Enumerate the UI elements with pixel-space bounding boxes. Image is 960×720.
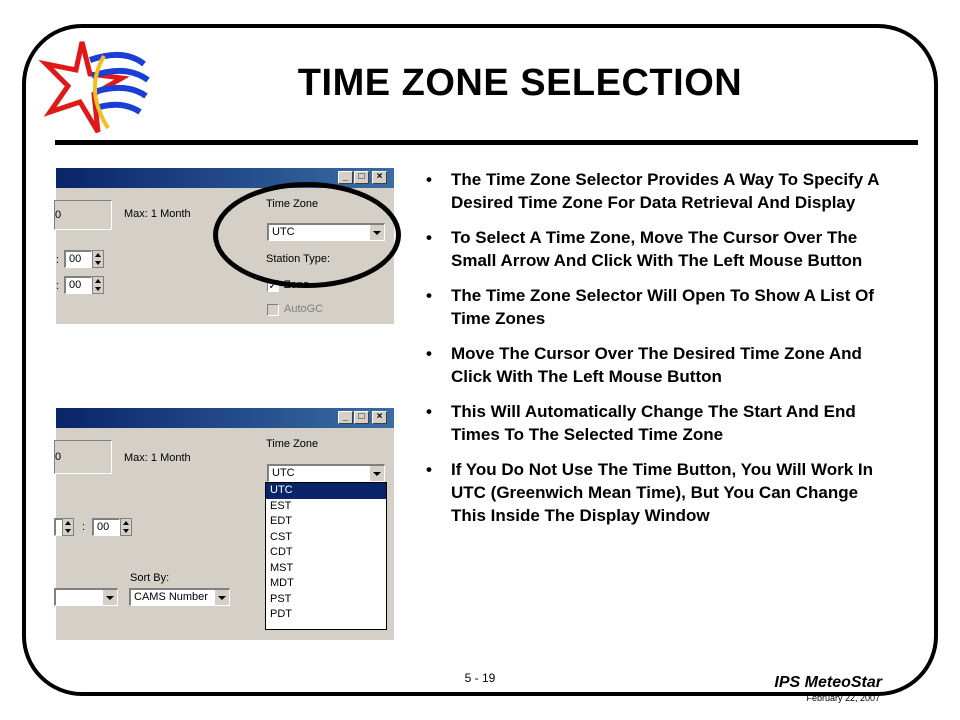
time-zone-option[interactable]: EDT (270, 515, 292, 527)
sort-by-label: Sort By: (130, 572, 170, 584)
dropdown-arrow-icon[interactable] (369, 466, 384, 481)
window-titlebar (56, 408, 394, 428)
close-button[interactable]: × (372, 171, 387, 184)
window-titlebar (56, 168, 394, 188)
bullet-list (424, 168, 894, 539)
time-zone-option[interactable]: UTC (266, 483, 386, 499)
bullet-item: • To Select A Time Zone, Move The Cursor Over The Small Arrow And Click With The Left Mouse Button (424, 226, 894, 272)
time-zone-option[interactable]: PDT (270, 608, 292, 620)
title-divider (55, 140, 918, 145)
slide-date: February 22, 2007 (806, 693, 880, 703)
spin-arrows-icon[interactable] (120, 518, 132, 536)
time-zone-option[interactable]: CST (270, 530, 292, 543)
time-zone-dropdown[interactable]: UTC (267, 223, 385, 241)
time-zone-label: Time Zone (266, 438, 319, 450)
time-zone-dropdown[interactable]: UTC (267, 464, 385, 482)
zeno-label: Zeno (284, 279, 310, 291)
spin-arrows-icon[interactable] (92, 276, 104, 294)
autogc-label: AutoGC (284, 303, 324, 315)
time-zone-option[interactable]: MST (270, 561, 294, 574)
bullet-item: • The Time Zone Selector Provides A Way To Specify A Desired Time Zone For Data Retrieval And Display (424, 168, 894, 214)
bullet-item: • This Will Automatically Change The Start And End Times To The Selected Time Zone (424, 400, 894, 446)
minute-spin-input[interactable]: 00 (92, 518, 120, 536)
max-label: Max: 1 Month (124, 452, 191, 464)
bullet-item: • The Time Zone Selector Will Open To Show A List Of Time Zones (424, 284, 894, 330)
bullet-item: • If You Do Not Use The Time Button, You Will Work In UTC (Greenwich Mean Time), But You Can Change This Inside The Display Window (424, 458, 894, 527)
value-box: 0 (54, 200, 112, 230)
page-number: 5 - 19 (464, 671, 496, 685)
maximize-button[interactable]: □ (354, 411, 369, 424)
time-zone-option[interactable]: PST (270, 592, 292, 605)
minimize-button[interactable]: _ (338, 171, 353, 184)
minimize-button[interactable]: _ (338, 411, 353, 424)
time-zone-option[interactable]: CDT (270, 546, 293, 558)
page-title: TIME ZONE SELECTION (297, 62, 743, 104)
zeno-checkbox[interactable]: ✓ (268, 280, 278, 292)
max-label: Max: 1 Month (124, 208, 191, 220)
screenshot-time-zone-open: _ □ × 0 Max: 1 Month Time Zone UTC : 00 Sort By: CAMS Number UTC EST EDT CST CDT MST MDT PST PDT (56, 408, 394, 640)
hour-spin-input[interactable]: 00 (64, 250, 92, 268)
autogc-checkbox[interactable] (267, 304, 279, 316)
time-zone-label: Time Zone (266, 198, 319, 210)
left-dropdown[interactable] (54, 588, 118, 606)
company-name: IPS MeteoStar (774, 674, 882, 691)
spin-arrows-icon[interactable] (92, 250, 104, 268)
value-box: 0 (54, 440, 112, 474)
dropdown-arrow-icon[interactable] (214, 590, 229, 605)
close-button[interactable]: × (372, 411, 387, 424)
station-type-label: Station Type: (266, 253, 331, 265)
screenshot-time-zone-closed: _ □ × 0 Max: 1 Month Time Zone UTC Station Type: : 00 : 00 ✓ Zeno AutoGC (56, 168, 394, 324)
time-zone-option[interactable]: EST (270, 499, 292, 512)
maximize-button[interactable]: □ (354, 171, 369, 184)
minute-spin-input[interactable]: 00 (64, 276, 92, 294)
sort-by-dropdown[interactable]: CAMS Number (129, 588, 230, 606)
bullet-item: • Move The Cursor Over The Desired Time Zone And Click With The Left Mouse Button (424, 342, 894, 388)
meteostar-logo-icon (44, 40, 154, 138)
spin-arrows-icon[interactable] (62, 518, 74, 536)
time-zone-option[interactable]: MDT (270, 577, 294, 589)
highlight-ellipse (213, 182, 401, 288)
time-zone-list (265, 482, 387, 630)
dropdown-arrow-icon[interactable] (102, 590, 117, 605)
